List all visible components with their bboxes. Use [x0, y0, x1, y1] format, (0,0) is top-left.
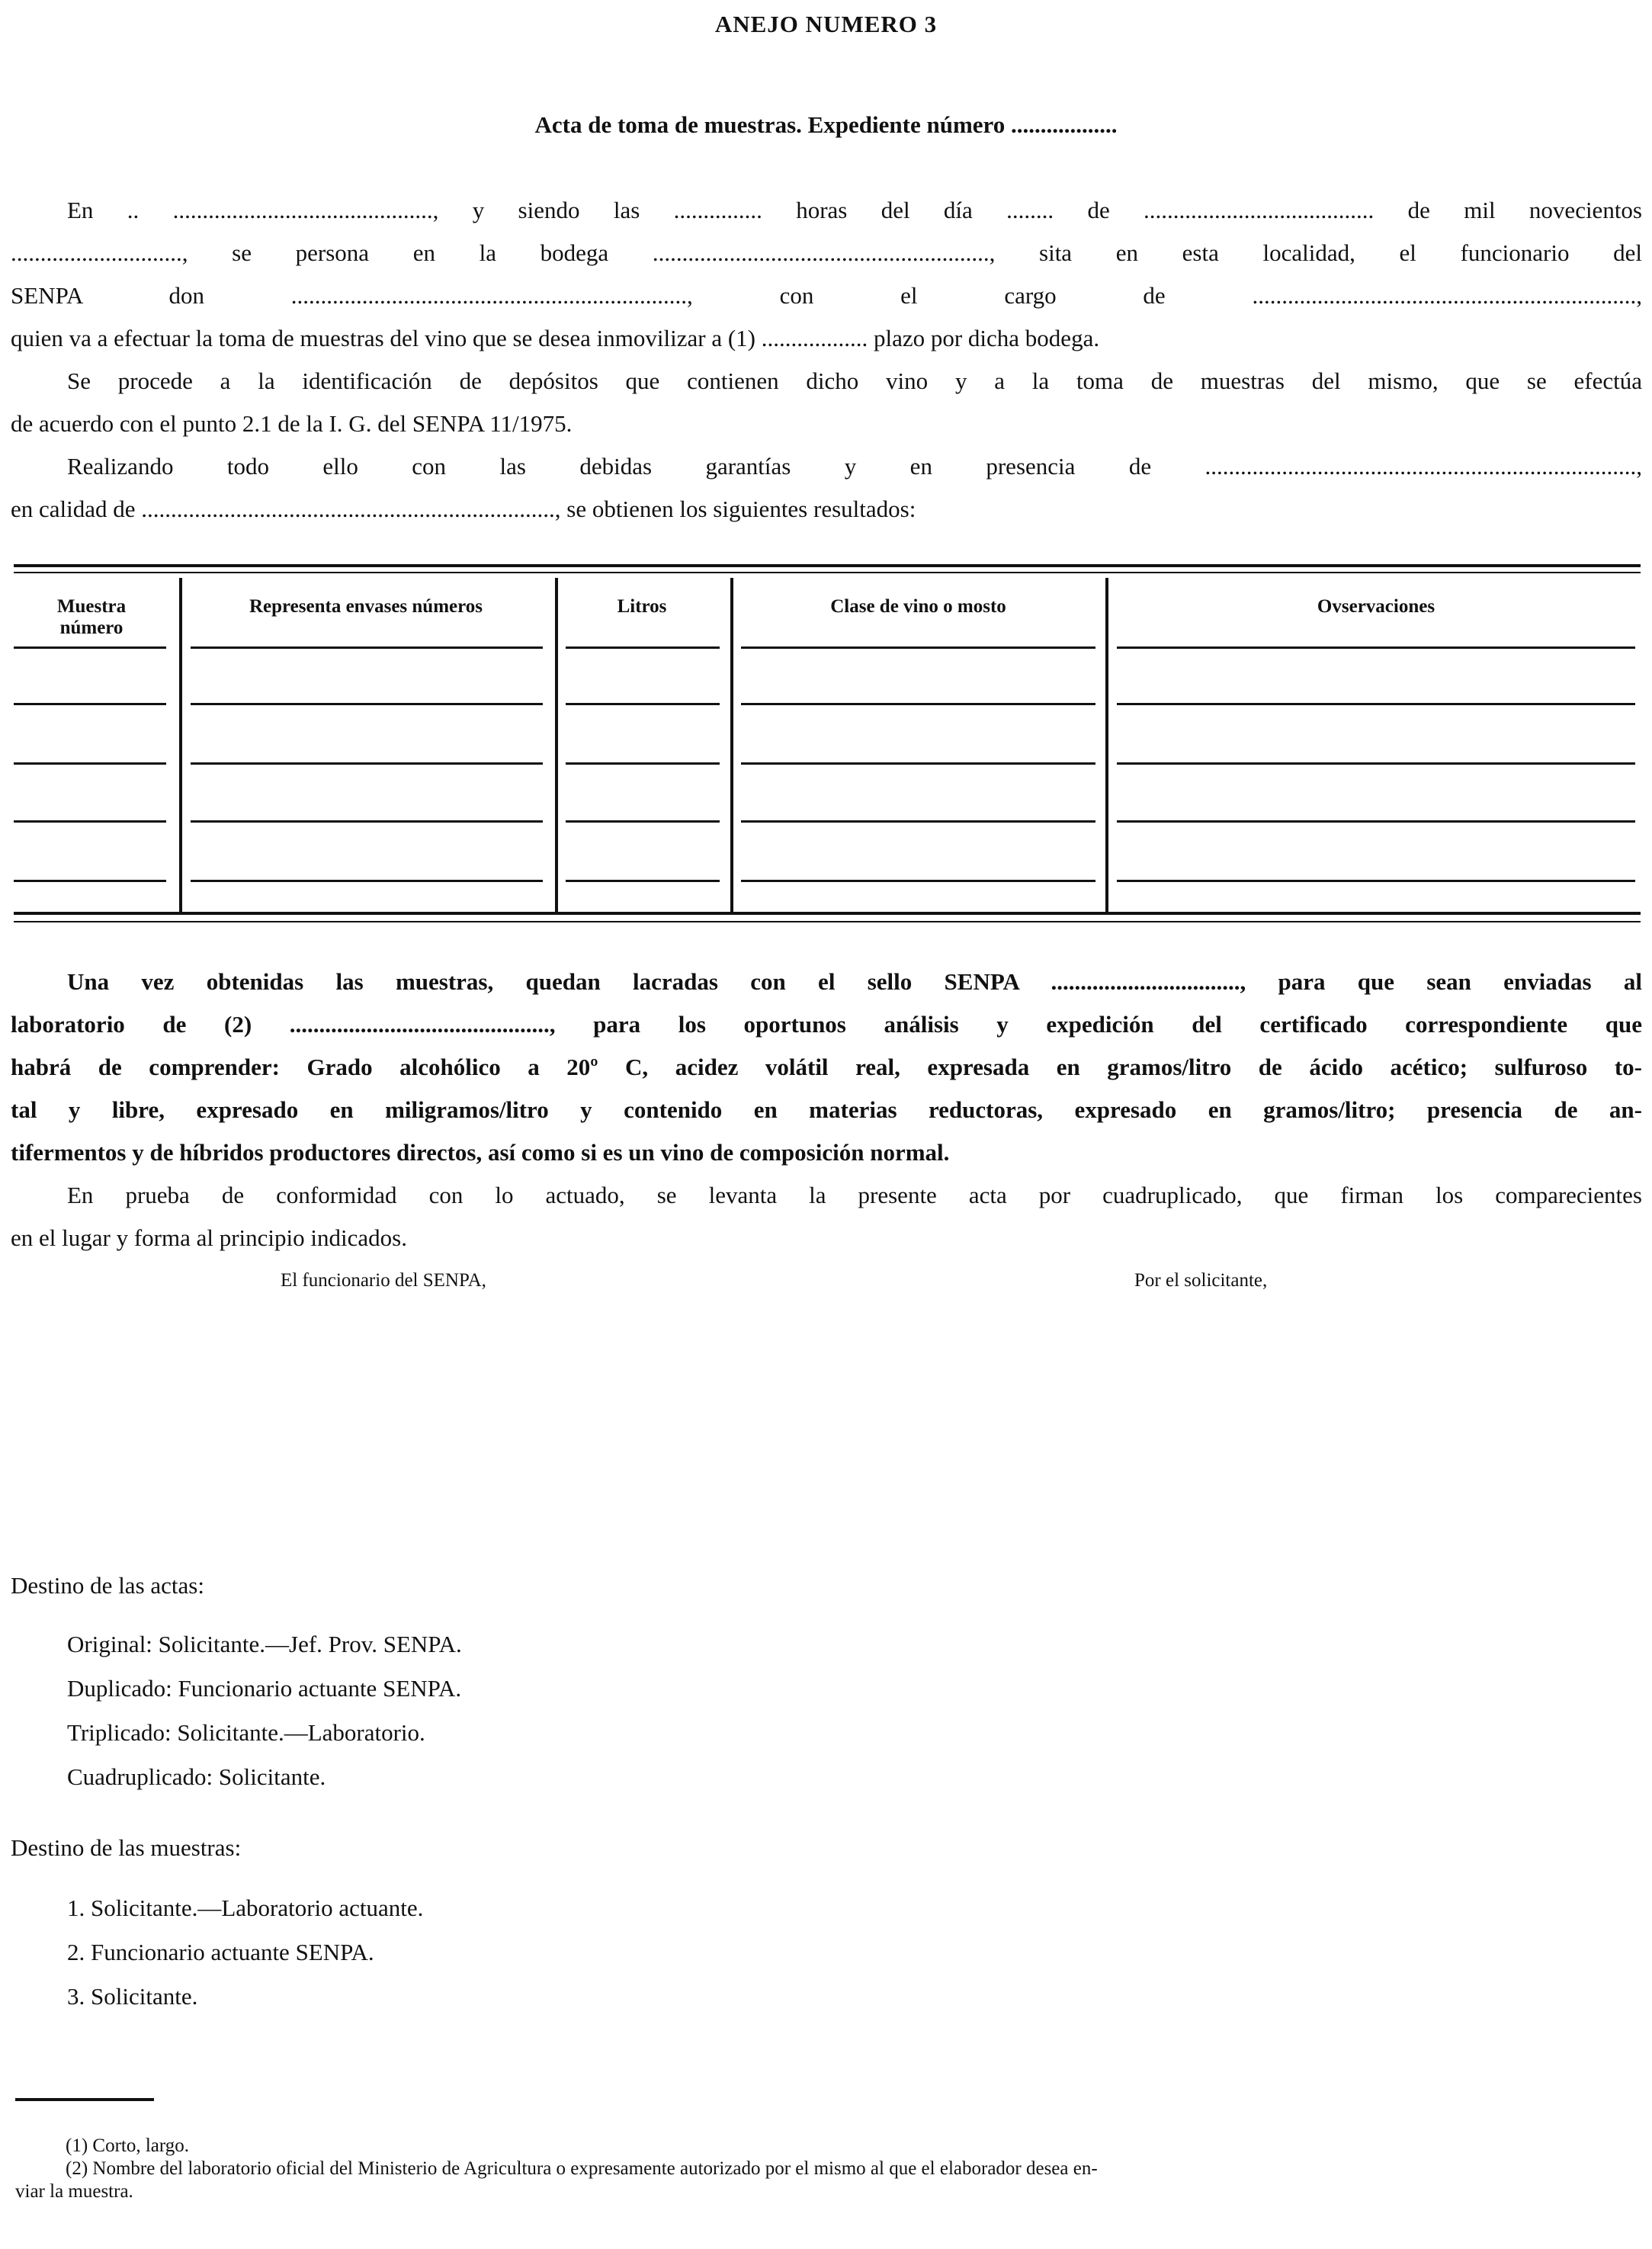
- list-destino-actas: [67, 1622, 462, 1799]
- text-line: ............................., se persona en la bodega ........................................................., sita en esta localidad, el funcionario del: [11, 239, 1642, 266]
- footnote-2-continued: viar la muestra.: [15, 2181, 133, 2202]
- section-title-destino-actas: Destino de las actas:: [11, 1572, 204, 1599]
- text-line: SENPA don ..................................................................., con el cargo de .................................................................,: [11, 282, 1642, 309]
- document-title: Acta de toma de muestras. Expediente número ..................: [534, 111, 1118, 138]
- table-cell-rule: [191, 820, 543, 823]
- text-line: En .. ............................................, y siendo las ............... horas del día ........ de ....................................... de mil novecientos: [67, 197, 1642, 223]
- list-item: 3. Solicitante.: [67, 1983, 198, 2010]
- text-line: Realizando todo ello con las debidas garantías y en presencia de .........................................................................,: [67, 453, 1642, 480]
- table-cell-rule: [741, 646, 1095, 649]
- column-header-litros: Litros: [617, 596, 667, 617]
- list-destino-muestras: [67, 1886, 423, 2019]
- signature-funcionario: El funcionario del SENPA,: [281, 1270, 486, 1291]
- page-heading: ANEJO NUMERO 3: [714, 11, 938, 37]
- table-cell-rule: [741, 703, 1095, 705]
- table-cell-rule: [191, 646, 543, 649]
- signature-solicitante: Por el solicitante,: [1134, 1270, 1268, 1291]
- table-cell-rule: [14, 703, 166, 705]
- list-item: 2. Funcionario actuante SENPA.: [67, 1939, 374, 1965]
- footnote-1: (1) Corto, largo.: [66, 2135, 190, 2156]
- table-cell-rule: [741, 820, 1095, 823]
- table-cell-rule: [741, 880, 1095, 882]
- table-cell-rule: [1117, 880, 1635, 882]
- list-item: Original: Solicitante.—Jef. Prov. SENPA.: [67, 1631, 462, 1657]
- section-title-destino-muestras: Destino de las muestras:: [11, 1834, 242, 1861]
- table-cell-rule: [1117, 820, 1635, 823]
- list-item: Cuadruplicado: Solicitante.: [67, 1763, 326, 1790]
- text-line: en el lugar y forma al principio indicados.: [11, 1224, 407, 1251]
- table-cell-rule: [14, 762, 166, 765]
- table-cell-rule: [566, 646, 720, 649]
- table-top-rule-inner: [14, 572, 1641, 573]
- table-top-rule: [14, 564, 1641, 567]
- text-line: laboratorio de (2) ............................................, para los oportunos análisis y expedición del certificado correspondiente que: [11, 1011, 1642, 1038]
- text-line: en calidad de ......................................................................, se obtienen los siguientes resultados:: [11, 496, 916, 522]
- table-cell-rule: [191, 880, 543, 882]
- table-bottom-rule-inner: [14, 921, 1641, 922]
- column-divider: [555, 578, 558, 912]
- column-divider: [730, 578, 733, 912]
- text-line: tifermentos y de híbridos productores directos, así como si es un vino de composición normal.: [11, 1139, 950, 1166]
- table-cell-rule: [1117, 762, 1635, 765]
- table-cell-rule: [566, 762, 720, 765]
- table-cell-rule: [14, 646, 166, 649]
- table-cell-rule: [566, 820, 720, 823]
- column-header-envases: Representa envases números: [249, 596, 483, 617]
- table-cell-rule: [14, 820, 166, 823]
- text-line: de acuerdo con el punto 2.1 de la I. G. del SENPA 11/1975.: [11, 410, 573, 437]
- table-cell-rule: [1117, 703, 1635, 705]
- column-header-clase: Clase de vino o mosto: [830, 596, 1006, 617]
- table-cell-rule: [191, 703, 543, 705]
- text-line: Se procede a la identificación de depósitos que contienen dicho vino y a la toma de muestras del mismo, que se efectúa: [67, 367, 1642, 394]
- table-cell-rule: [741, 762, 1095, 765]
- table-cell-rule: [1117, 646, 1635, 649]
- list-item: 1. Solicitante.—Laboratorio actuante.: [67, 1894, 424, 1921]
- list-item: Duplicado: Funcionario actuante SENPA.: [67, 1675, 462, 1702]
- table-cell-rule: [14, 880, 166, 882]
- footnote-separator: [15, 2098, 154, 2101]
- table-bottom-rule: [14, 912, 1641, 915]
- table-cell-rule: [566, 880, 720, 882]
- column-header-muestra: Muestra número: [56, 596, 127, 638]
- column-divider: [1105, 578, 1108, 912]
- list-item: Triplicado: Solicitante.—Laboratorio.: [67, 1719, 425, 1746]
- table-cell-rule: [191, 762, 543, 765]
- column-header-observaciones: Ovservaciones: [1317, 596, 1435, 617]
- table-cell-rule: [566, 703, 720, 705]
- text-line: habrá de comprender: Grado alcohólico a 20º C, acidez volátil real, expresada en gramos/litro de ácido acético; sulfuroso to-: [11, 1054, 1642, 1080]
- footnote-2: (2) Nombre del laboratorio oficial del Ministerio de Agricultura o expresamente autorizado por el mismo al que el elaborador desea en-: [66, 2158, 1098, 2179]
- text-line: tal y libre, expresado en miligramos/litro y contenido en materias reductoras, expresado en gramos/litro; presencia de an-: [11, 1096, 1642, 1123]
- text-line: Una vez obtenidas las muestras, quedan lacradas con el sello SENPA ................................, para que sean enviadas al: [67, 968, 1642, 995]
- column-divider: [179, 578, 182, 912]
- text-line: quien va a efectuar la toma de muestras del vino que se desea inmovilizar a (1) .................. plazo por dicha bodega.: [11, 325, 1100, 351]
- text-line: En prueba de conformidad con lo actuado, se levanta la presente acta por cuadruplicado, que firman los comparecientes: [67, 1182, 1642, 1208]
